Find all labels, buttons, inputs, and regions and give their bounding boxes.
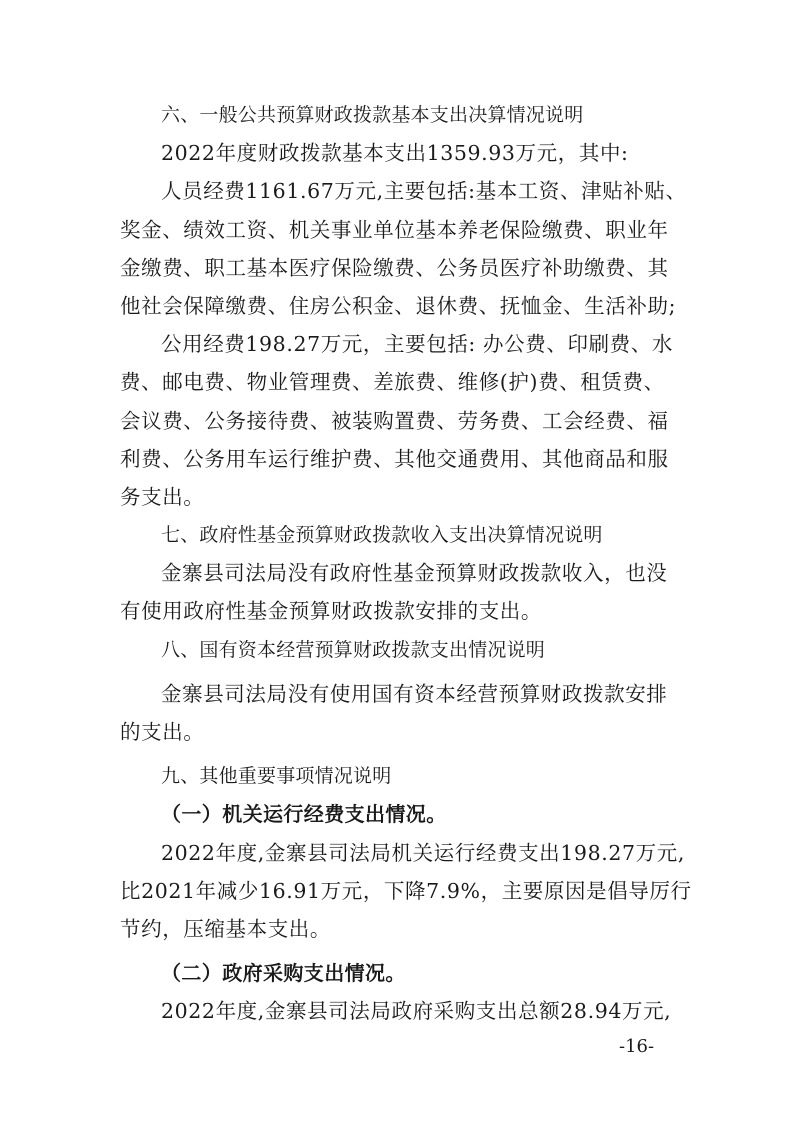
paragraph-line: 务支出。 <box>120 484 205 509</box>
document-body <box>120 96 692 1031</box>
paragraph-line: 费、邮电费、物业管理费、差旅费、维修(护)费、租赁费、 <box>120 370 665 395</box>
paragraph-line: 2022年度,金寨县司法局机关运行经费支出198.27万元, <box>161 840 685 865</box>
section-8-heading: 八、国有资本经营预算财政拨款支出情况说明 <box>161 638 546 661</box>
paragraph-line: 公用经费198.27万元，主要包括: 办公费、印刷费、水 <box>161 332 673 357</box>
paragraph-line: 利费、公务用车运行维护费、其他交通费用、其他商品和服 <box>120 446 669 471</box>
paragraph-line: 节约，压缩基本支出。 <box>120 916 331 941</box>
page-number: -16- <box>619 1036 655 1057</box>
paragraph-line: 人员经费1161.67万元,主要包括:基本工资、津贴补贴、 <box>161 179 687 204</box>
paragraph-line: 2022年度,金寨县司法局政府采购支出总额28.94万元, <box>161 999 672 1024</box>
paragraph-line: 会议费、公务接待费、被装购置费、劳务费、工会经费、福 <box>120 408 669 433</box>
subsection-2-heading: （二）政府采购支出情况。 <box>161 961 406 986</box>
section-6-heading: 六、一般公共预算财政拨款基本支出决算情况说明 <box>161 104 584 126</box>
paragraph-line: 金寨县司法局没有政府性基金预算财政拨款收入，也没 <box>161 561 668 586</box>
paragraph-line: 有使用政府性基金预算财政拨款安排的支出。 <box>120 599 542 624</box>
section-9-heading: 九、其他重要事项情况说明 <box>161 765 392 788</box>
paragraph-line: 金寨县司法局没有使用国有资本经营预算财政拨款安排 <box>161 681 668 706</box>
paragraph-line: 金缴费、职工基本医疗保险缴费、公务员医疗补助缴费、其 <box>120 255 669 280</box>
paragraph-line: 奖金、绩效工资、机关事业单位基本养老保险缴费、职业年 <box>120 217 669 242</box>
paragraph-line: 他社会保障缴费、住房公积金、退休费、抚恤金、生活补助; <box>120 293 677 318</box>
paragraph-line: 比2021年减少16.91万元，下降7.9%，主要原因是倡导厉行 <box>120 878 692 903</box>
paragraph-line: 2022年度财政拨款基本支出1359.93万元，其中: <box>161 141 629 166</box>
section-7-heading: 七、政府性基金预算财政拨款收入支出决算情况说明 <box>161 524 603 547</box>
paragraph-line: 的支出。 <box>120 720 205 744</box>
subsection-1-heading: （一）机关运行经费支出情况。 <box>161 802 447 827</box>
